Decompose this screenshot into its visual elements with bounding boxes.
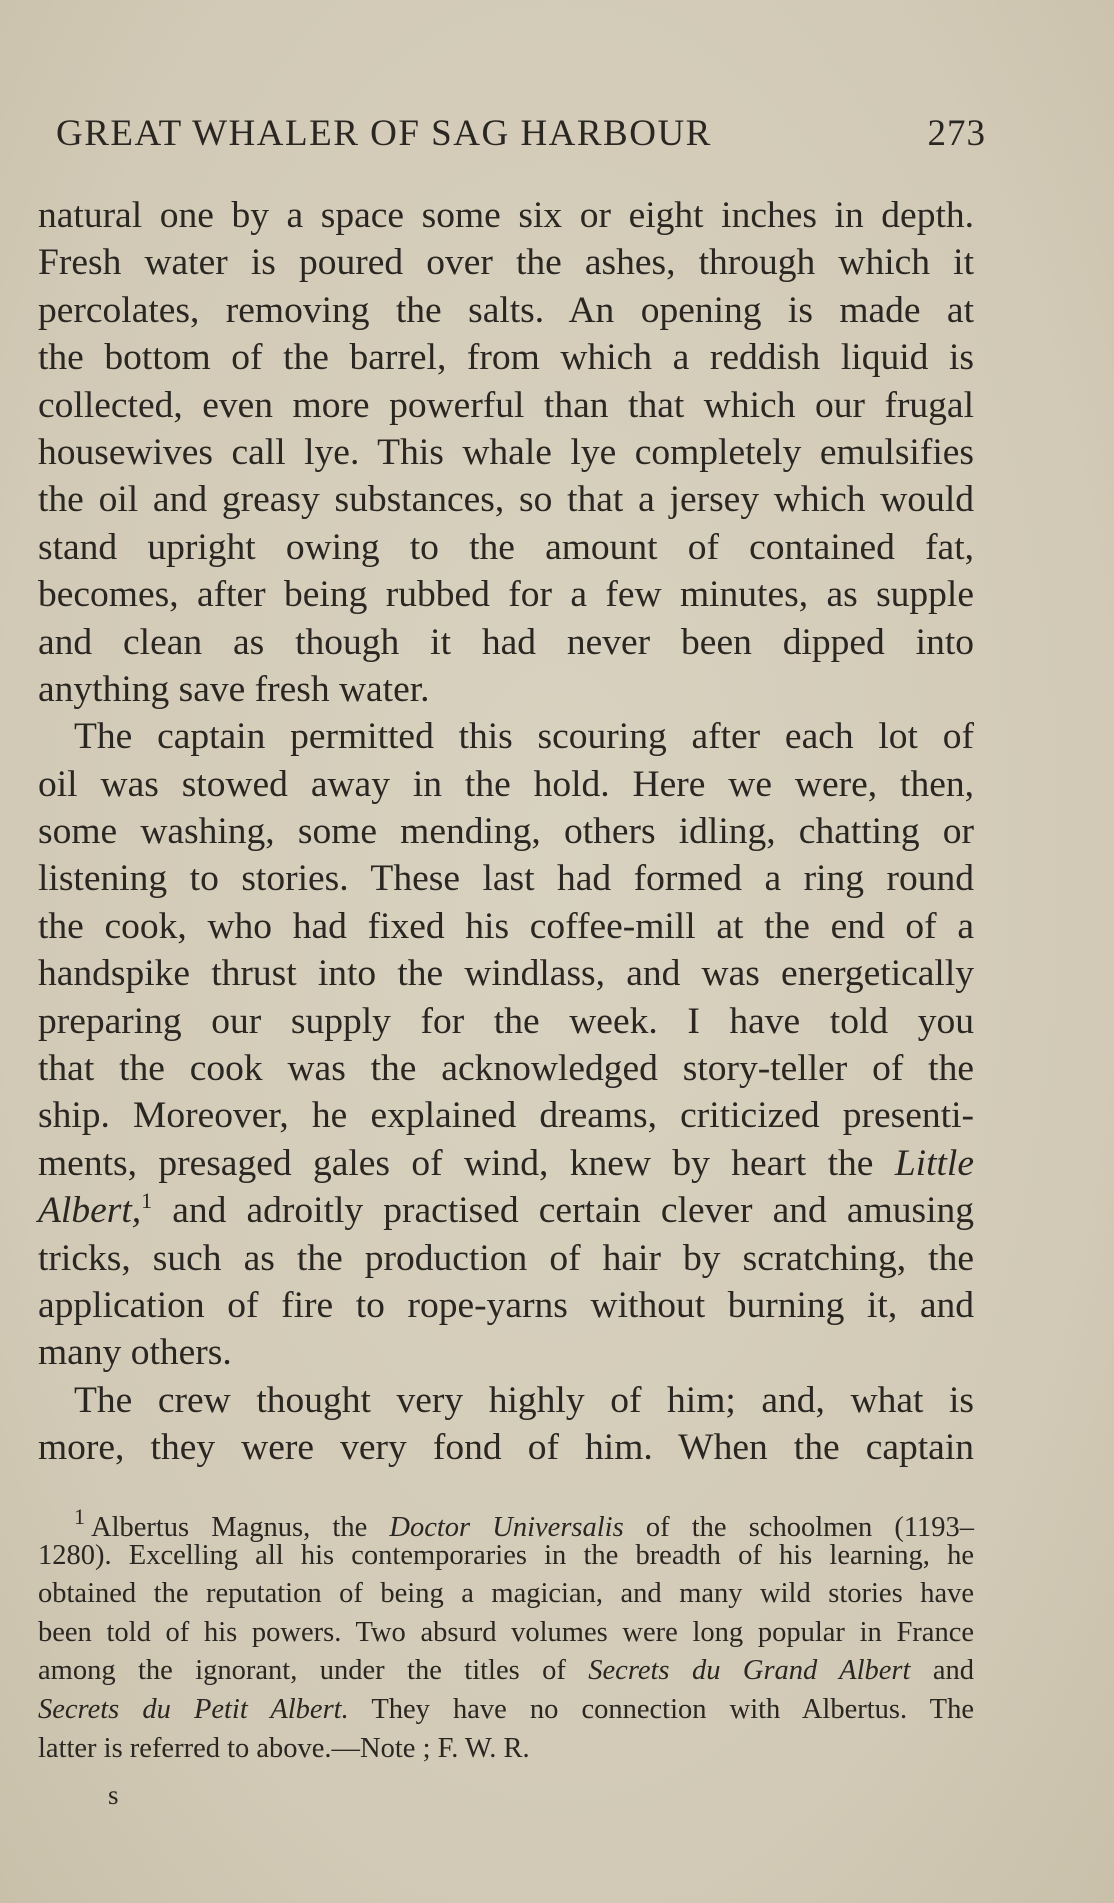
- text-line: the bottom of the barrel, from which a reddish liquid is: [38, 337, 974, 379]
- page-number: 273: [927, 113, 986, 154]
- text-line: the oil and greasy substances, so that a jersey which would: [38, 479, 974, 521]
- text-line: [38, 1140, 974, 1187]
- footnote-reference: 1: [141, 1188, 153, 1214]
- italic-title: Secrets du Grand Albert: [588, 1655, 911, 1687]
- text-line: and clean as though it had never been dipped into: [38, 621, 974, 663]
- text-line: oil was stowed away in the hold. Here we were, then,: [38, 763, 974, 805]
- italic-title: Albert,: [38, 1190, 142, 1232]
- text-line: becomes, after being rubbed for a few minutes, as supple: [38, 574, 974, 616]
- footnote-marker: 1: [74, 1504, 85, 1529]
- body-text: [38, 192, 974, 1472]
- text-line: listening to stories. These last had formed a ring round: [38, 858, 974, 900]
- text-line: preparing our supply for the week. I have told you: [38, 1000, 974, 1042]
- text-fragment: and: [932, 1655, 974, 1687]
- footnote-line: [38, 1652, 974, 1691]
- text-line: that the cook was the acknowledged story-teller of the: [38, 1048, 974, 1090]
- text-line: more, they were very fond of him. When the captain: [38, 1427, 974, 1469]
- text-line: tricks, such as the production of hair by scratching, the: [38, 1237, 974, 1279]
- footnote: [38, 1498, 974, 1768]
- text-line: many others.: [38, 1332, 232, 1374]
- footnote-line: 1280). Excelling all his contemporaries in the breadth of his learning, he: [38, 1539, 974, 1571]
- text-fragment: ments, presaged gales of wind, knew by heart the: [38, 1142, 874, 1184]
- text-fragment: among the ignorant, under the titles of: [38, 1655, 566, 1687]
- text-line: application of fire to rope-yarns without burning it, and: [38, 1284, 974, 1326]
- italic-title: Doctor Universalis: [389, 1512, 624, 1543]
- text-line: ship. Moreover, he explained dreams, criticized presenti-: [38, 1095, 974, 1137]
- italic-title: Little: [894, 1142, 974, 1184]
- text-line: stand upright owing to the amount of contained fat,: [38, 526, 974, 568]
- text-line: [38, 1187, 974, 1234]
- page-header: [56, 112, 986, 162]
- text-fragment: Albertus Magnus, the: [91, 1512, 368, 1543]
- text-line: percolates, removing the salts. An opening is made at: [38, 289, 974, 331]
- text-line: anything save fresh water.: [38, 668, 430, 710]
- text-line: natural one by a space some six or eight inches in depth.: [38, 195, 974, 236]
- text-line: housewives call lye. This whale lye completely emulsifies: [38, 431, 974, 473]
- text-line: Fresh water is poured over the ashes, through which it: [38, 242, 974, 284]
- italic-title: Secrets du Petit Albert.: [38, 1693, 349, 1725]
- footnote-line: obtained the reputation of being a magician, and many wild stories have: [38, 1578, 974, 1610]
- footnote-line: been told of his powers. Two absurd volumes were long popular in France: [38, 1616, 974, 1648]
- text-fragment: and adroitly practised certain clever and amusing: [152, 1190, 974, 1232]
- running-title: GREAT WHALER OF SAG HARBOUR: [56, 113, 712, 154]
- text-line: The captain permitted this scouring after each lot of: [74, 716, 974, 758]
- footnote-line: [38, 1691, 974, 1730]
- text-line: handspike thrust into the windlass, and was energetically: [38, 953, 974, 995]
- text-line: The crew thought very highly of him; and, what is: [74, 1379, 974, 1421]
- text-line: collected, even more powerful than that which our frugal: [38, 384, 974, 426]
- text-fragment: of the schoolmen (1193–: [645, 1512, 975, 1543]
- signature-mark: s: [108, 1780, 119, 1810]
- text-line: some washing, some mending, others idling, chatting or: [38, 811, 974, 853]
- footnote-line: latter is referred to above.—Note ; F. W. R.: [38, 1732, 530, 1764]
- footnote-line: [38, 1498, 975, 1543]
- text-line: the cook, who had fixed his coffee-mill at the end of a: [38, 905, 974, 947]
- text-fragment: They have no connection with Albertus. The: [371, 1693, 974, 1725]
